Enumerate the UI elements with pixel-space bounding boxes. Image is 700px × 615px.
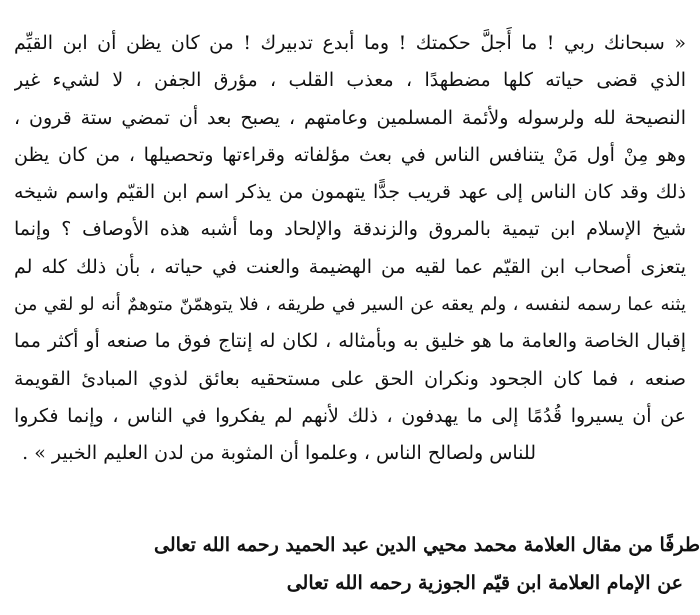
passage-line: ذلك وقد كان الناس إلى عهد قريب جدًّا يتهمون من يذكر اسم ابن القيّم واسم شيخه: [14, 181, 686, 204]
attribution-line-1: طرفًا من مقال العلامة محمد محيي الدين عبد الحميد رحمه الله تعالى: [154, 534, 700, 556]
passage-line: يثنه عما رسمه لنفسه ، ولم يعقه عن السير في طريقه ، فلا يتوهمّنّ متوهمٌ أنه لو لقي من: [14, 294, 686, 316]
passage-line: إقبال الخاصة والعامة ما هو خليق به وبأمثاله ، لكان له إنتاج فوق ما صنعه أو أكثر مما: [14, 330, 686, 353]
attribution: [14, 526, 700, 602]
passage-line: يتعزى أصحاب ابن القيّم عما لقيه من الهضيمة والعنت في حياته ، بأن ذلك كله لم: [14, 255, 686, 278]
passage-line: صنعه ، فما كان الجحود ونكران الحق على مستحقيه بعائق لذوي المبادئ القويمة: [14, 367, 686, 390]
passage-line: الذي قضى حياته كلها مضطهدًا ، معذب القلب ، مؤرق الجفن ، لا لشيء غير: [14, 69, 686, 92]
passage-line: للناس ولصالح الناس ، وعلموا أن المثوبة من لدن العليم الخبير » .: [22, 442, 536, 465]
passage-line: عن أن يسيروا قُدُمًا إلى ما يهدفون ، ذلك لأنهم لم يفكروا في الناس ، وإنما فكروا: [14, 404, 686, 427]
passage-line: وهو مِنْ أول مَنْ يتنافس الناس في بعث مؤلفاته وقراءتها وتحصيلها ، من كان يظن: [14, 143, 686, 166]
passage-line: شيخ الإسلام ابن تيمية بالمروق والزندقة والإلحاد وما أشبه هذه الأوصاف ؟ وإنما: [14, 218, 686, 241]
attribution-line-2: عن الإمام العلامة ابن قيّم الجوزية رحمه الله تعالى: [286, 572, 683, 594]
passage-line: « سبحانك ربي ! ما أَجلَّ حكمتك ! وما أبدع تدبيرك ! من كان يظن أن ابن القيِّم: [14, 32, 686, 54]
quoted-passage: [14, 25, 686, 473]
passage-line: النصيحة لله ولرسوله ولأئمة المسلمين وعامتهم ، يصبح بعد أن تمضي ستة قرون ،: [14, 106, 686, 129]
